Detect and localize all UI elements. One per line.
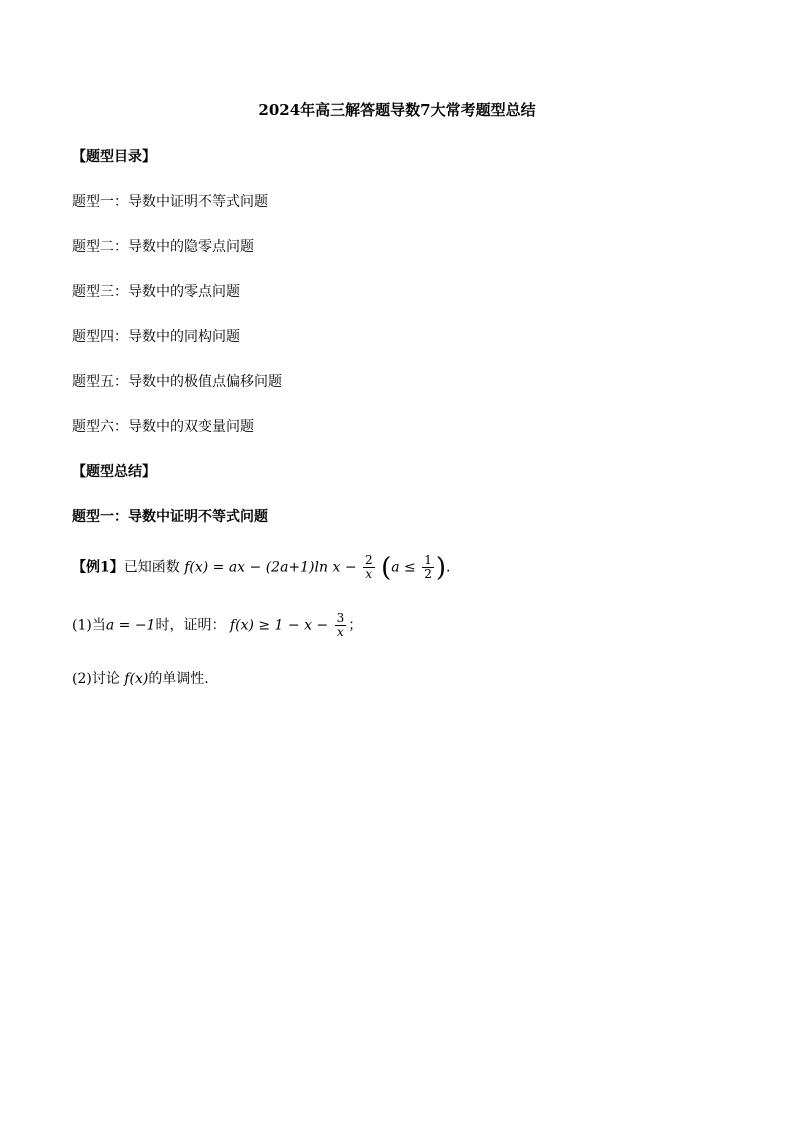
section-title-1: 题型一：导数中证明不等式问题 (72, 509, 268, 525)
example-1-part-1 (72, 612, 362, 639)
example-intro: 已知函数 (123, 559, 180, 576)
fraction-1-over-2: $\frac{1}{2}$ (424, 553, 432, 581)
toc-heading: 【题型目录】 (72, 149, 156, 165)
part2-prefix: (2)讨论 (72, 671, 120, 687)
left-paren: ( (381, 552, 392, 583)
document-title: 2024年高三解答题导数7大常考题型总结 (258, 101, 536, 119)
right-paren: ) (435, 552, 447, 583)
fraction-2-over-x: $\frac{2}{x}$ (365, 553, 373, 581)
summary-heading: 【题型总结】 (72, 464, 156, 480)
condition-expression: a ≤ (391, 559, 416, 576)
example-label: 【例1】 (72, 559, 124, 576)
toc-item-5: 题型五：导数中的极值点偏移问题 (72, 374, 282, 390)
part1-inequality: f(x) ≥ 1 − x − (229, 617, 329, 634)
part1-condition: a = −1 (105, 617, 156, 634)
toc-item-4: 题型四：导数中的同构问题 (72, 329, 240, 345)
example-1-part-2 (72, 670, 209, 688)
toc-item-2: 题型二：导数中的隐零点问题 (72, 239, 254, 255)
part1-end: ； (348, 617, 363, 634)
toc-item-1: 题型一：导数中证明不等式问题 (72, 194, 268, 210)
part2-function: f(x) (124, 671, 149, 687)
toc-item-3: 题型三：导数中的零点问题 (72, 284, 240, 300)
fraction-3-over-x: $\frac{3}{x}$ (336, 611, 345, 639)
toc-item-6: 题型六：导数中的双变量问题 (72, 419, 254, 435)
statement-end: . (446, 559, 451, 576)
part2-end: 的单调性. (148, 671, 209, 687)
function-expression: f(x) = ax − (2a+1)ln x − (184, 559, 357, 576)
example-1-statement (72, 554, 450, 581)
part1-middle: 时，证明： (155, 617, 226, 634)
part1-prefix: (1)当 (72, 617, 106, 634)
